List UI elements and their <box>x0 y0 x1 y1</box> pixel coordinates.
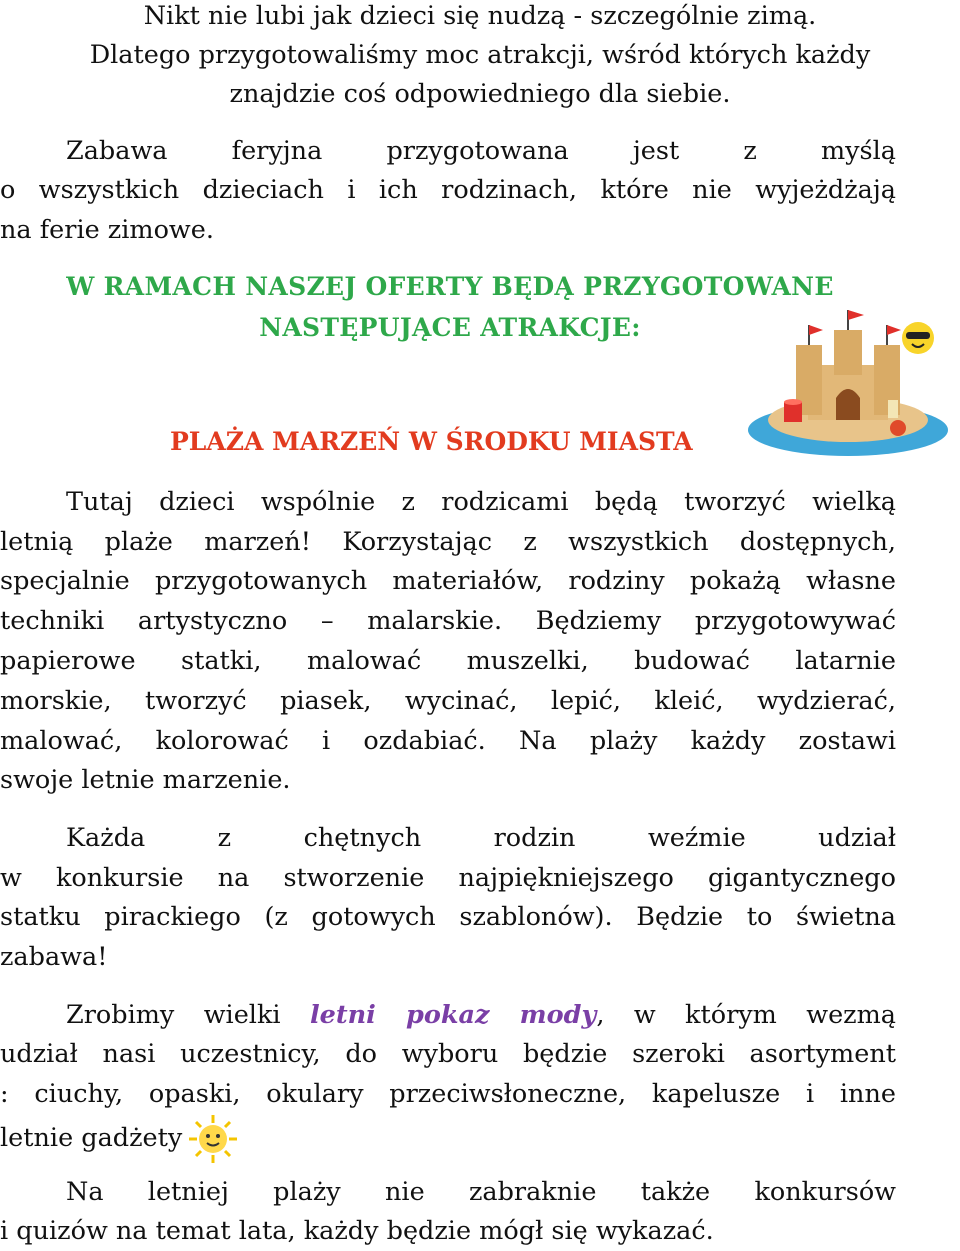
intro-line-1: Nikt nie lubi jak dzieci się nudzą - szczególnie zimą. <box>143 1 817 31</box>
beach-para-line-5: papierowe statki, malować muszelki, budować latarnie <box>0 646 896 676</box>
beach-para-line-6: morskie, tworzyć piasek, wycinać, lepić, kleić, wydzierać, <box>0 686 896 716</box>
sandcastle-illustration <box>748 310 960 460</box>
smiling-sun-icon <box>188 1114 238 1164</box>
fashion-show-emphasis: letni pokaz mody <box>309 1000 597 1030</box>
beach-para-line-2: letnią plaże marzeń! Korzystając z wszystkich dostępnych, <box>0 527 896 557</box>
para1-line-1: Zabawa feryjna przygotowana jest z myślą <box>66 136 896 166</box>
contest-para-line-3: statku pirackiego (z gotowych szablonów). Będzie to świetna <box>0 902 896 932</box>
fashion-para-line-2: udział nasi uczestnicy, do wyboru będzie szeroki asortyment <box>0 1039 896 1069</box>
final-para-line-1: Na letniej plaży nie zabraknie także konkursów <box>66 1177 896 1207</box>
beach-para-line-8: swoje letnie marzenie. <box>0 765 291 795</box>
beach-para-line-1: Tutaj dzieci wspólnie z rodzicami będą tworzyć wielką <box>66 487 896 517</box>
beach-para-line-3: specjalnie przygotowanych materiałów, rodziny pokażą własne <box>0 566 896 596</box>
contest-para-line-2: w konkursie na stworzenie najpiękniejszego gigantycznego <box>0 863 896 893</box>
final-para-line-2: i quizów na temat lata, każdy będzie mógł się wykazać. <box>0 1216 714 1246</box>
offer-heading-line-1: W RAMACH NASZEJ OFERTY BĘDĄ PRZYGOTOWANE <box>66 272 834 301</box>
intro-line-2: Dlatego przygotowaliśmy moc atrakcji, wśród których każdy <box>89 40 871 70</box>
gadgets-text: letnie gadżety <box>0 1123 183 1153</box>
contest-para-line-1: Każda z chętnych rodzin weźmie udział <box>66 823 896 853</box>
fashion-post: , w którym wezmą <box>596 1000 896 1030</box>
fashion-para-line-1 <box>66 995 896 1035</box>
fashion-pre: Zrobimy wielki <box>66 1000 281 1030</box>
fashion-para-line-3: : ciuchy, opaski, okulary przeciwsłoneczne, kapelusze i inne <box>0 1079 896 1109</box>
intro-line-3: znajdzie coś odpowiedniego dla siebie. <box>229 79 731 109</box>
beach-title: PLAŻA MARZEŃ W ŚRODKU MIASTA <box>170 427 693 456</box>
para1-line-2: o wszystkich dzieciach i ich rodzinach, które nie wyjeżdżają <box>0 175 896 205</box>
contest-para-line-4: zabawa! <box>0 942 108 972</box>
beach-para-line-4: techniki artystyczno – malarskie. Będziemy przygotowywać <box>0 606 896 636</box>
para1-line-3: na ferie zimowe. <box>0 215 214 245</box>
beach-para-line-7: malować, kolorować i ozdabiać. Na plaży każdy zostawi <box>0 726 896 756</box>
fashion-para-line-4 <box>0 1114 896 1164</box>
offer-heading-line-2: NASTĘPUJĄCE ATRAKCJE: <box>259 313 641 342</box>
